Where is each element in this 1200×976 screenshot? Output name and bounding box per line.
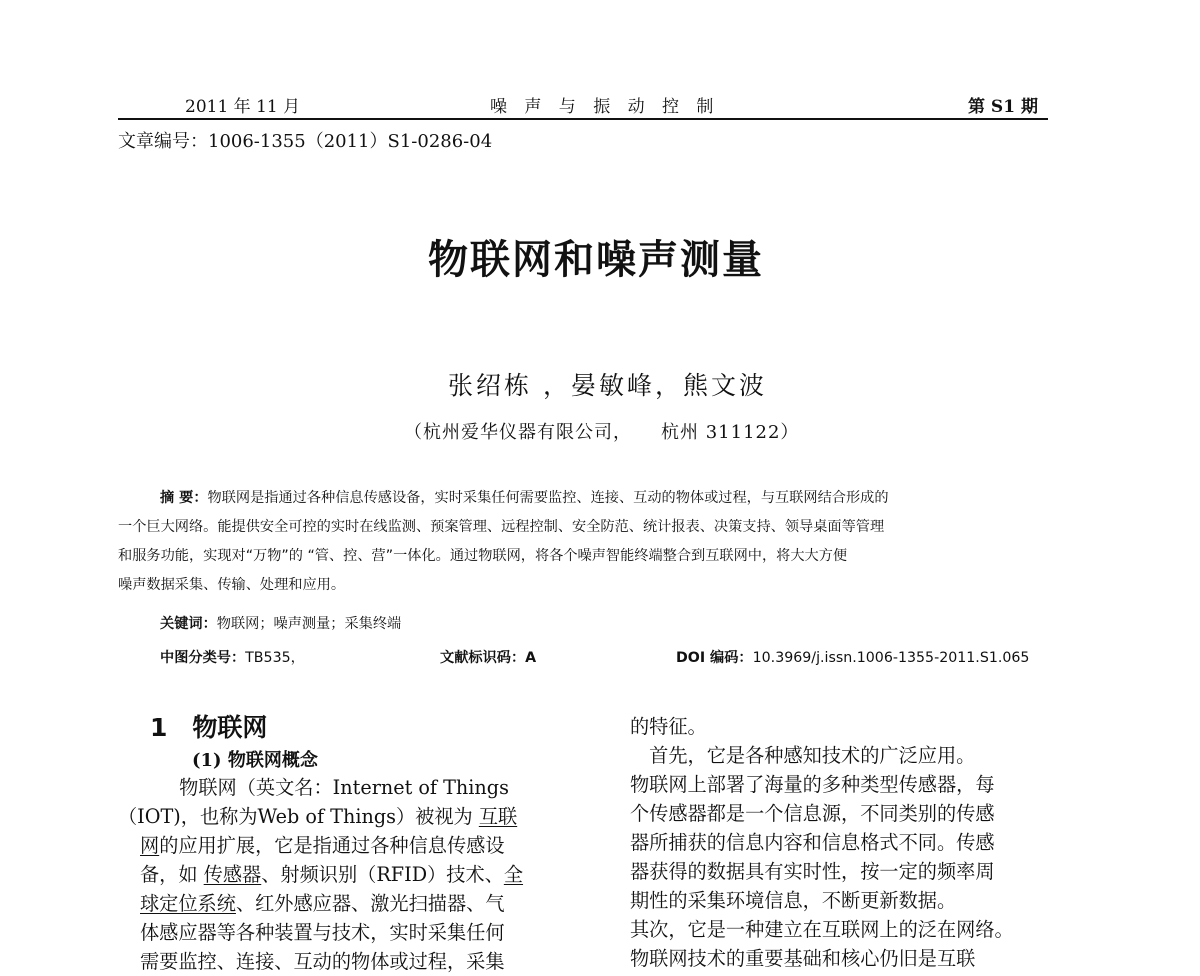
hyperlink-term[interactable]: 互联 xyxy=(478,805,518,828)
hyperlink-term[interactable]: 网 xyxy=(140,834,160,857)
body-text-line xyxy=(160,773,509,802)
body-text-line xyxy=(140,831,505,860)
body-text-line: 的特征。 xyxy=(630,715,707,738)
clc-value: TB535， xyxy=(245,650,305,666)
keywords-label: 关键词： xyxy=(160,616,217,632)
abstract-line: 物联网是指通过各种信息传感设备，实时采集任何需要监控、连接、互动的物体或过程，与互联网结合形成的 xyxy=(207,490,889,506)
text-span: 备，如 xyxy=(140,863,204,886)
abstract-line: 噪声数据采集、传输、处理和应用。 xyxy=(118,577,346,593)
hyperlink-term[interactable]: 全 xyxy=(503,863,524,886)
hyperlink-term[interactable]: 球定位系统 xyxy=(140,892,236,915)
header-rule xyxy=(118,118,1048,120)
doi-label: DOI 编码： xyxy=(676,650,753,666)
body-text-line: 器获得的数据具有实时性，按一定的频率周 xyxy=(630,860,995,883)
doi xyxy=(676,644,1029,673)
body-text-line: 其次，它是一种建立在互联网上的泛在网络。 xyxy=(630,918,1014,941)
body-text-line: 首先，它是各种感知技术的广泛应用。 xyxy=(630,744,976,767)
text-span: 需要监控、连接、互动的物体或过程，采集 xyxy=(140,950,505,973)
body-text-line xyxy=(140,860,523,889)
body-text-line xyxy=(140,947,505,976)
body-text-line xyxy=(140,889,505,918)
body-text-line: 物联网技术的重要基础和核心仍旧是互联 xyxy=(630,947,976,970)
body-text-line: 个传感器都是一个信息源，不同类别的传感 xyxy=(630,802,995,825)
affiliation: （杭州爱华仪器有限公司， 杭州 311122） xyxy=(404,422,800,443)
text-span: （IOT)，也称为Web of Things）被视为 xyxy=(118,805,479,828)
doc-code-value: A xyxy=(525,650,537,666)
hyperlink-term[interactable]: 传感器 xyxy=(203,863,262,886)
clc-number xyxy=(160,644,305,673)
authors: 张绍栋 ，晏敏峰，熊文波 xyxy=(448,371,767,400)
section-heading: 1 物联网 xyxy=(150,713,268,742)
abstract-label: 摘 要： xyxy=(160,490,208,506)
text-span: 体感应器等各种装置与技术，实时采集任何 xyxy=(140,921,505,944)
doc-code-label: 文献标识码： xyxy=(440,650,526,666)
body-text-line: 期性的采集环境信息，不断更新数据。 xyxy=(630,889,957,912)
subsection-heading: (1) 物联网概念 xyxy=(192,750,318,771)
keywords xyxy=(160,610,401,639)
abstract-line: 和服务功能，实现对“万物”的 “管、控、营”一体化。通过物联网，将各个噪声智能终端整合到互联网中，将大大方便 xyxy=(118,548,848,564)
paper-title: 物联网和噪声测量 xyxy=(428,237,764,283)
body-text-line xyxy=(118,802,517,831)
article-number: 文章编号：1006-1355（2011）S1-0286-04 xyxy=(118,131,493,152)
header-issue: 第 S1 期 xyxy=(968,97,1038,117)
body-text-line: 物联网上部署了海量的多种类型传感器，每 xyxy=(630,773,995,796)
keywords-value: 物联网；噪声测量；采集终端 xyxy=(216,616,402,632)
abstract-line: 一个巨大网络。能提供安全可控的实时在线监测、预案管理、远程控制、安全防范、统计报表、决策支持、领导桌面等管理 xyxy=(118,519,885,535)
document-code xyxy=(440,644,536,673)
text-span: 、射频识别（RFID）技术、 xyxy=(261,863,504,886)
text-span: 、红外感应器、激光扫描器、气 xyxy=(235,892,505,915)
doi-value: 10.3969/j.issn.1006-1355-2011.S1.065 xyxy=(752,650,1030,666)
clc-label: 中图分类号： xyxy=(160,650,246,666)
header-journal: 噪 声 与 振 动 控 制 xyxy=(490,97,720,117)
text-span: 的应用扩展，它是指通过各种信息传感设 xyxy=(159,834,505,857)
body-text-line: 器所捕获的信息内容和信息格式不同。传感 xyxy=(630,831,995,854)
text-span: 物联网（英文名：Internet of Things xyxy=(160,776,509,799)
body-text-line xyxy=(140,918,505,947)
header-date: 2011 年 11 月 xyxy=(185,97,301,117)
